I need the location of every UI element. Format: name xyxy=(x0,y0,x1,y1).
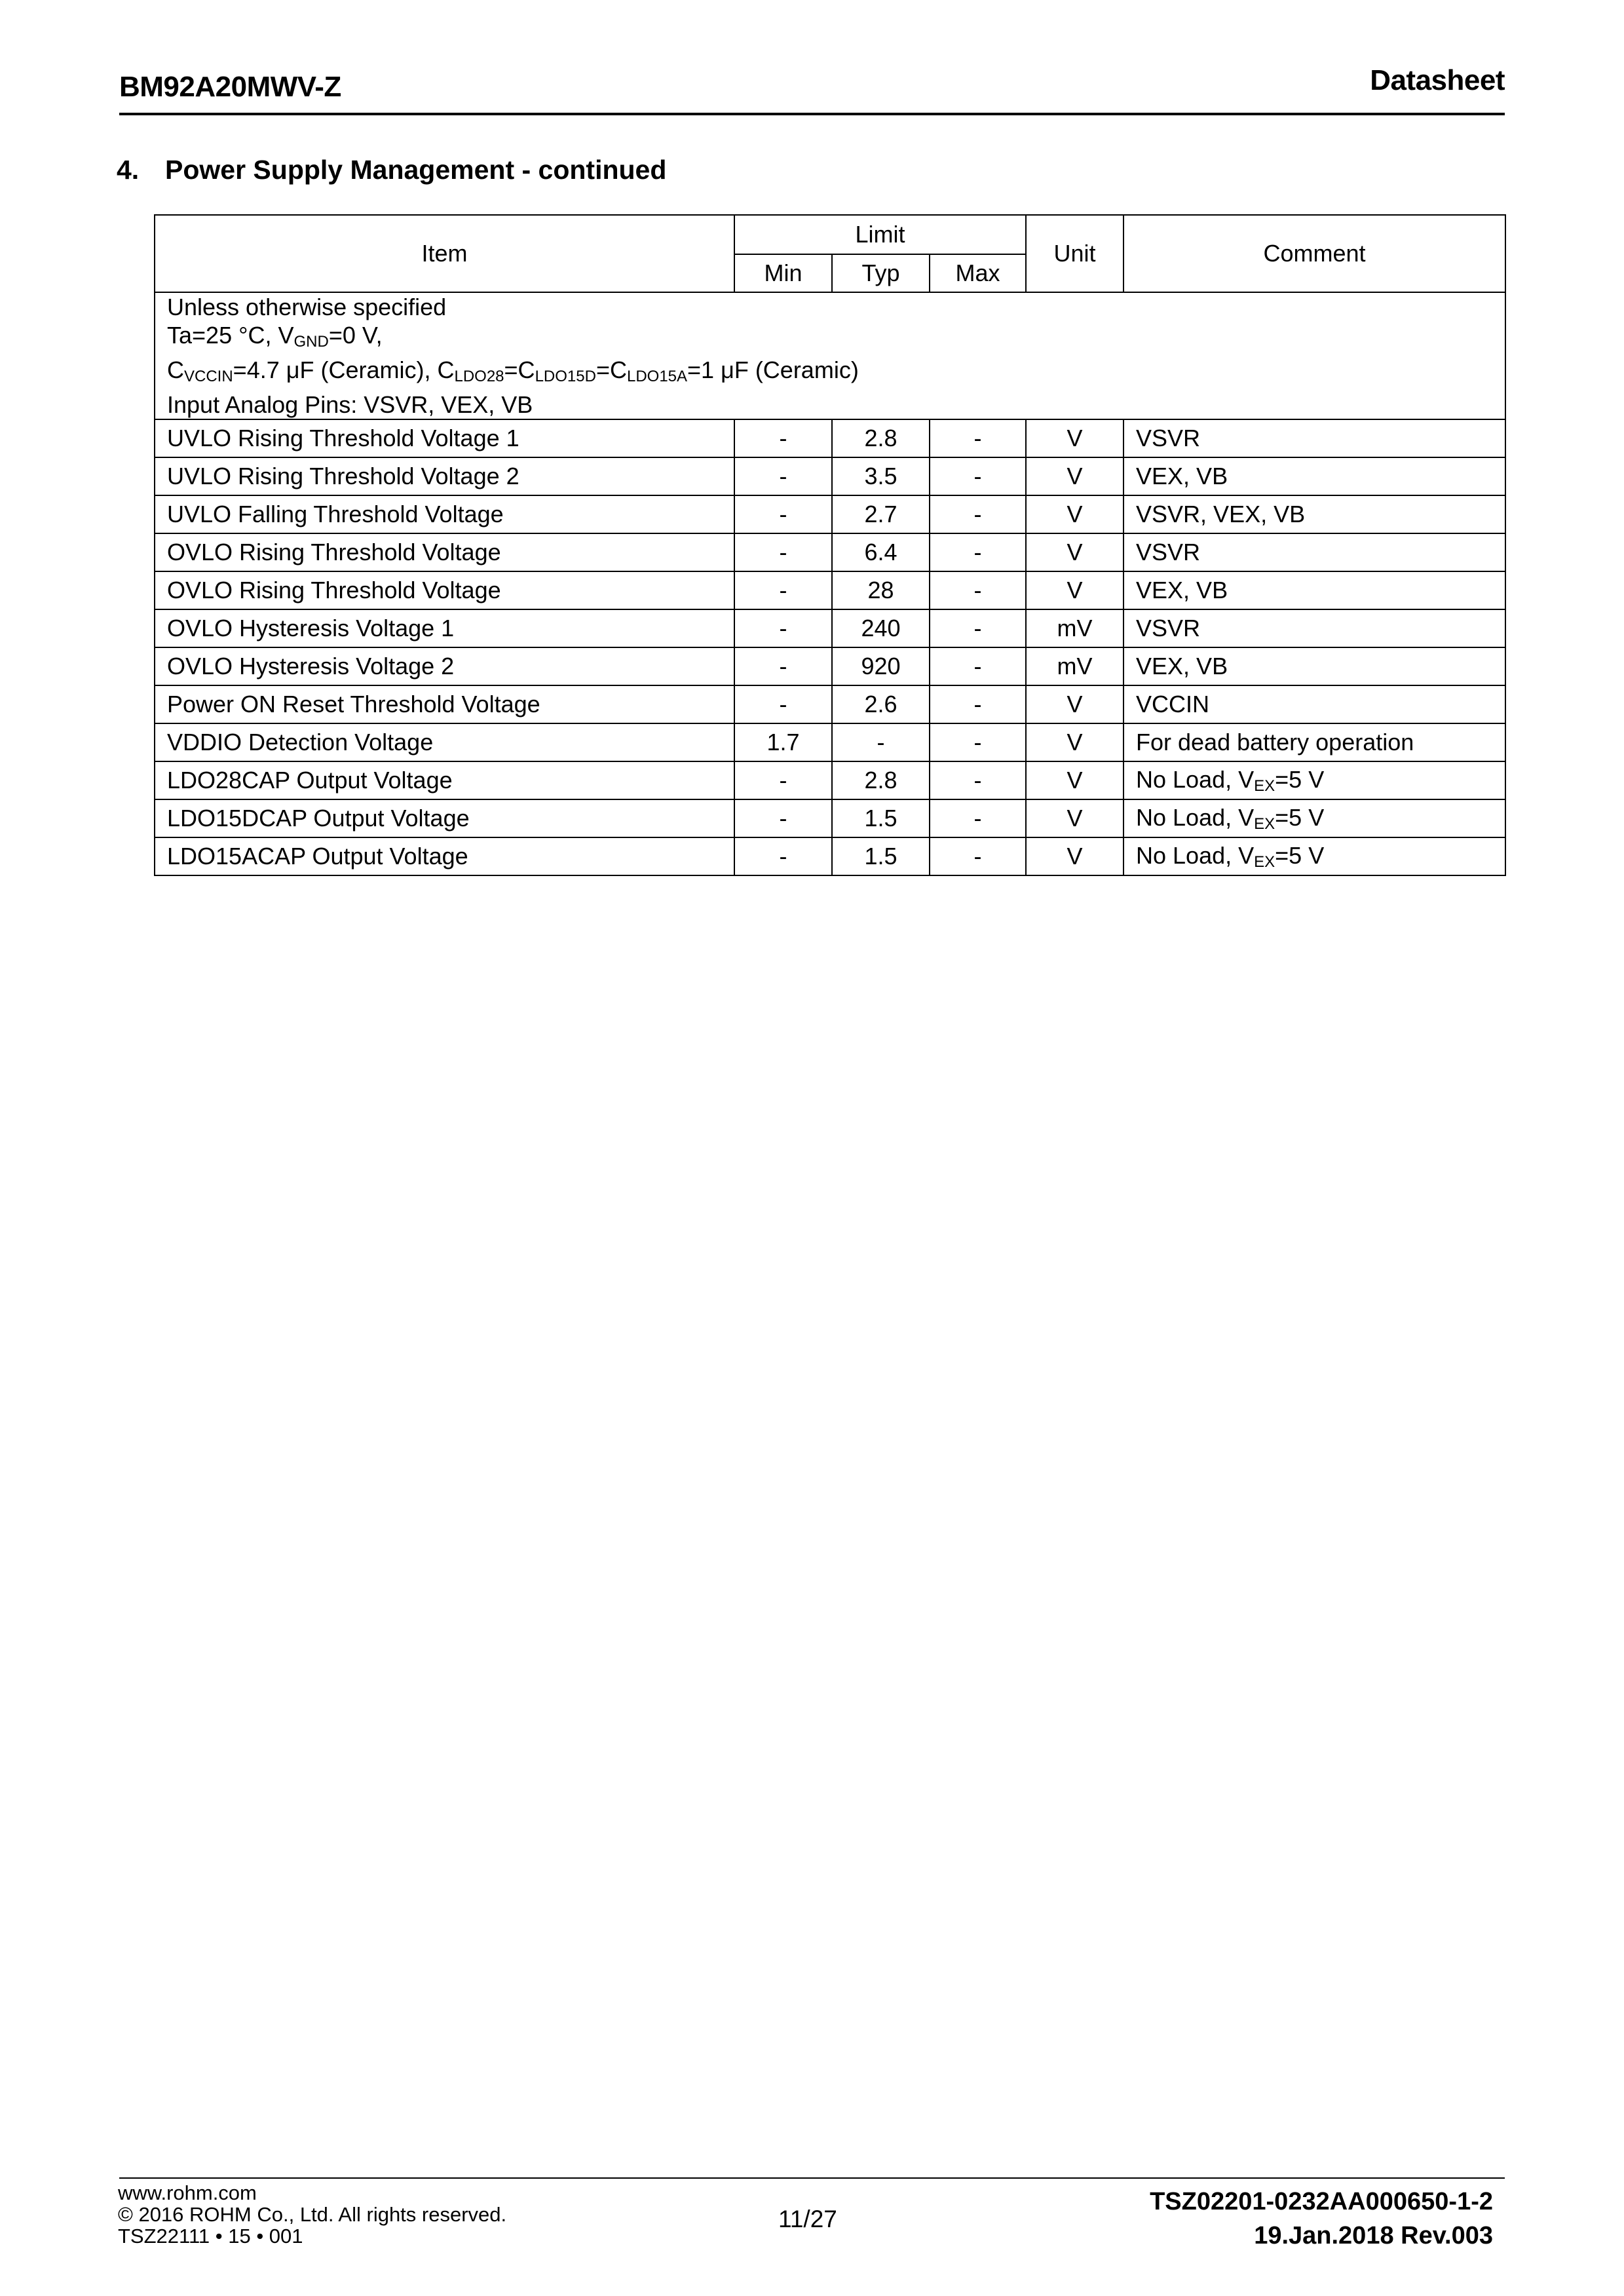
unit-cell: V xyxy=(1026,799,1124,837)
unit-cell: V xyxy=(1026,837,1124,875)
table-row xyxy=(155,571,1505,609)
item-cell: Power ON Reset Threshold Voltage xyxy=(155,685,734,723)
spec-table xyxy=(154,214,1506,876)
item-cell: OVLO Rising Threshold Voltage xyxy=(155,533,734,571)
max-cell: - xyxy=(930,723,1026,761)
comment-cell: VSVR xyxy=(1124,419,1505,457)
comment-cell: VEX, VB xyxy=(1124,457,1505,495)
max-cell: - xyxy=(930,457,1026,495)
unit-cell: V xyxy=(1026,685,1124,723)
typ-cell: 2.8 xyxy=(832,761,930,799)
condition-line-3: $C_{VCCIN}=4.7$ μF (Ceramic), $C_{LDO28}=C_{LDO15D}=C_{LDO15A}=1$ μF (Ceramic) xyxy=(167,356,859,385)
table-row xyxy=(155,799,1505,837)
max-cell: - xyxy=(930,533,1026,571)
typ-cell: - xyxy=(832,723,930,761)
max-cell: - xyxy=(930,799,1026,837)
doc-number: TSZ02201-0232AA000650-1-2 xyxy=(1150,2188,1493,2215)
unit-cell: V xyxy=(1026,457,1124,495)
item-cell: VDDIO Detection Voltage xyxy=(155,723,734,761)
item-cell: UVLO Rising Threshold Voltage 2 xyxy=(155,457,734,495)
footer-website: www.rohm.com xyxy=(118,2181,257,2204)
table-row xyxy=(155,685,1505,723)
item-cell: UVLO Rising Threshold Voltage 1 xyxy=(155,419,734,457)
comment-cell: For dead battery operation xyxy=(1124,723,1505,761)
footer-left xyxy=(118,2182,506,2247)
condition-line-2: Ta=25 °C, $V_{GND}=0$ V, xyxy=(167,322,383,351)
table-row xyxy=(155,533,1505,571)
table-row xyxy=(155,647,1505,685)
unit-cell: mV xyxy=(1026,647,1124,685)
typ-cell: 1.5 xyxy=(832,837,930,875)
typ-cell: 1.5 xyxy=(832,799,930,837)
table-row xyxy=(155,457,1505,495)
condition-line-4: Input Analog Pins: VSVR, VEX, VB xyxy=(167,391,533,418)
max-cell: - xyxy=(930,609,1026,647)
doc-type: Datasheet xyxy=(1370,64,1505,96)
typ-cell: 2.7 xyxy=(832,495,930,533)
section-title xyxy=(117,155,666,185)
page-number: 11/27 xyxy=(778,2206,837,2232)
comment-cell: No Load, $V_{EX}=5$ V xyxy=(1124,761,1505,799)
min-cell: - xyxy=(734,495,832,533)
typ-cell: 28 xyxy=(832,571,930,609)
min-cell: - xyxy=(734,799,832,837)
item-cell: OVLO Hysteresis Voltage 1 xyxy=(155,609,734,647)
header-max: Max xyxy=(930,254,1026,292)
header-typ: Typ xyxy=(832,254,930,292)
unit-cell: V xyxy=(1026,723,1124,761)
item-cell: OVLO Rising Threshold Voltage xyxy=(155,571,734,609)
min-cell: - xyxy=(734,685,832,723)
header-comment: Comment xyxy=(1124,215,1505,292)
max-cell: - xyxy=(930,761,1026,799)
max-cell: - xyxy=(930,647,1026,685)
min-cell: - xyxy=(734,609,832,647)
table-row xyxy=(155,837,1505,875)
comment-cell: No Load, $V_{EX}=5$ V xyxy=(1124,799,1505,837)
date-revision: 19.Jan.2018 Rev.003 xyxy=(1254,2222,1493,2249)
comment-cell: VSVR xyxy=(1124,533,1505,571)
typ-cell: 3.5 xyxy=(832,457,930,495)
comment-cell: VSVR xyxy=(1124,609,1505,647)
section-number: 4. xyxy=(117,155,140,185)
max-cell: - xyxy=(930,685,1026,723)
item-cell: LDO15ACAP Output Voltage xyxy=(155,837,734,875)
part-number: BM92A20MWV-Z xyxy=(119,71,341,103)
table-row xyxy=(155,495,1505,533)
comment-cell: VEX, VB xyxy=(1124,647,1505,685)
header-unit: Unit xyxy=(1026,215,1124,292)
unit-cell: V xyxy=(1026,571,1124,609)
section-title-text: Power Supply Management - continued xyxy=(165,155,667,185)
header-limit: Limit xyxy=(734,215,1026,254)
table-row xyxy=(155,761,1505,799)
min-cell: 1.7 xyxy=(734,723,832,761)
min-cell: - xyxy=(734,761,832,799)
condition-line-1: Unless otherwise specified xyxy=(167,294,447,320)
typ-cell: 920 xyxy=(832,647,930,685)
unit-cell: V xyxy=(1026,495,1124,533)
item-cell: UVLO Falling Threshold Voltage xyxy=(155,495,734,533)
header-item: Item xyxy=(155,215,734,292)
footer-divider xyxy=(119,2177,1505,2179)
unit-cell: V xyxy=(1026,419,1124,457)
max-cell: - xyxy=(930,419,1026,457)
table-row xyxy=(155,609,1505,647)
test-conditions xyxy=(155,292,1505,419)
footer-form-code: TSZ22111 • 15 • 001 xyxy=(118,2225,303,2248)
footer-right xyxy=(1150,2185,1493,2253)
typ-cell: 6.4 xyxy=(832,533,930,571)
comment-cell: VEX, VB xyxy=(1124,571,1505,609)
comment-cell: VCCIN xyxy=(1124,685,1505,723)
footer-copyright: © 2016 ROHM Co., Ltd. All rights reserved. xyxy=(118,2203,507,2226)
min-cell: - xyxy=(734,457,832,495)
min-cell: - xyxy=(734,647,832,685)
min-cell: - xyxy=(734,571,832,609)
max-cell: - xyxy=(930,571,1026,609)
unit-cell: V xyxy=(1026,761,1124,799)
item-cell: LDO15DCAP Output Voltage xyxy=(155,799,734,837)
header-divider xyxy=(119,113,1505,115)
comment-cell: VSVR, VEX, VB xyxy=(1124,495,1505,533)
table-row xyxy=(155,723,1505,761)
min-cell: - xyxy=(734,419,832,457)
table-row xyxy=(155,419,1505,457)
min-cell: - xyxy=(734,533,832,571)
typ-cell: 2.8 xyxy=(832,419,930,457)
typ-cell: 2.6 xyxy=(832,685,930,723)
item-cell: OVLO Hysteresis Voltage 2 xyxy=(155,647,734,685)
max-cell: - xyxy=(930,837,1026,875)
header-min: Min xyxy=(734,254,832,292)
typ-cell: 240 xyxy=(832,609,930,647)
min-cell: - xyxy=(734,837,832,875)
unit-cell: mV xyxy=(1026,609,1124,647)
item-cell: LDO28CAP Output Voltage xyxy=(155,761,734,799)
unit-cell: V xyxy=(1026,533,1124,571)
max-cell: - xyxy=(930,495,1026,533)
comment-cell: No Load, $V_{EX}=5$ V xyxy=(1124,837,1505,875)
